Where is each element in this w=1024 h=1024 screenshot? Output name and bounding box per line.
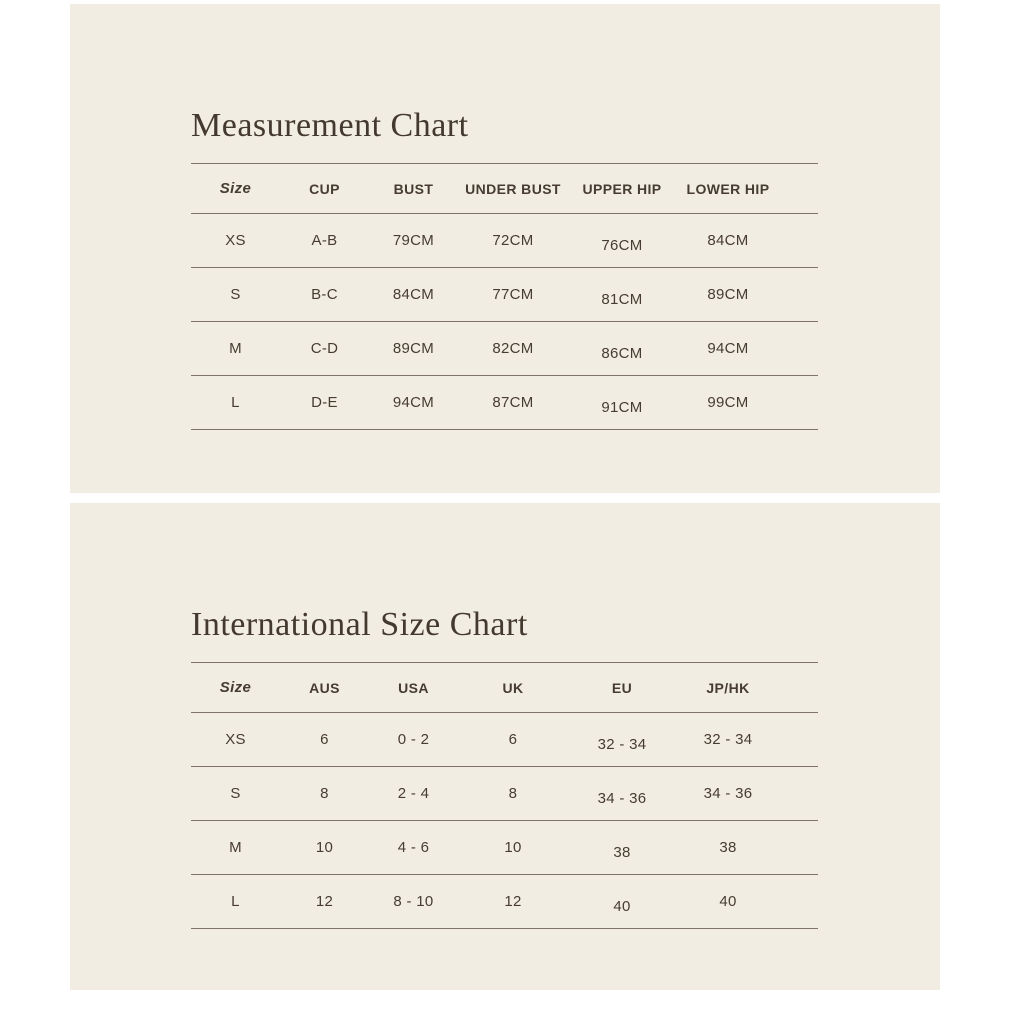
- column-header-size: Size: [191, 663, 280, 713]
- table-cell: 87CM: [458, 376, 568, 430]
- table-row: [191, 767, 818, 821]
- table-cell: M: [191, 322, 280, 376]
- column-header-cup: CUP: [280, 164, 369, 214]
- table-cell: 40: [568, 875, 676, 929]
- column-header-lower-hip: LOWER HIP: [676, 164, 818, 214]
- table-cell: 38: [568, 821, 676, 875]
- table-row: [191, 376, 818, 430]
- column-header-size: Size: [191, 164, 280, 214]
- table-cell: 12: [280, 875, 369, 929]
- column-header-usa: USA: [369, 663, 458, 713]
- table-row: [191, 821, 818, 875]
- table-cell: 91CM: [568, 376, 676, 430]
- table-cell: 82CM: [458, 322, 568, 376]
- table-cell: 81CM: [568, 268, 676, 322]
- table-cell: 94CM: [676, 322, 818, 376]
- table-cell: 84CM: [369, 268, 458, 322]
- table-row: [191, 713, 818, 767]
- international-size-chart-title: International Size Chart: [191, 606, 528, 643]
- table-cell: 76CM: [568, 214, 676, 268]
- table-cell: 8: [280, 767, 369, 821]
- measurement-chart-section: [70, 4, 940, 493]
- table-cell: 10: [458, 821, 568, 875]
- table-cell: 99CM: [676, 376, 818, 430]
- table-cell: 86CM: [568, 322, 676, 376]
- table-row: [191, 875, 818, 929]
- table-cell: 40: [676, 875, 818, 929]
- table-cell: A-B: [280, 214, 369, 268]
- table-cell: 77CM: [458, 268, 568, 322]
- table-cell: 38: [676, 821, 818, 875]
- table-cell: C-D: [280, 322, 369, 376]
- table-cell: 10: [280, 821, 369, 875]
- table-cell: 72CM: [458, 214, 568, 268]
- column-header-jp-hk: JP/HK: [676, 663, 818, 713]
- table-cell: S: [191, 767, 280, 821]
- column-header-under-bust: UNDER BUST: [458, 164, 568, 214]
- table-cell: 32 - 34: [676, 713, 818, 767]
- table-cell: 84CM: [676, 214, 818, 268]
- table-cell: 2 - 4: [369, 767, 458, 821]
- table-row: [191, 322, 818, 376]
- column-header-aus: AUS: [280, 663, 369, 713]
- international-size-chart-section: [70, 503, 940, 990]
- table-cell: 89CM: [369, 322, 458, 376]
- table-cell: 6: [280, 713, 369, 767]
- table-cell: 79CM: [369, 214, 458, 268]
- table-cell: L: [191, 376, 280, 430]
- table-cell: L: [191, 875, 280, 929]
- table-cell: 8: [458, 767, 568, 821]
- measurement-chart-title: Measurement Chart: [191, 107, 469, 144]
- international-size-chart-table: [191, 662, 818, 929]
- table-cell: XS: [191, 713, 280, 767]
- table-cell: 0 - 2: [369, 713, 458, 767]
- table-row: [191, 214, 818, 268]
- table-cell: M: [191, 821, 280, 875]
- table-cell: 8 - 10: [369, 875, 458, 929]
- table-cell: 6: [458, 713, 568, 767]
- table-cell: 4 - 6: [369, 821, 458, 875]
- table-row: [191, 268, 818, 322]
- table-cell: 12: [458, 875, 568, 929]
- table-header-row: [191, 164, 818, 214]
- table-cell: S: [191, 268, 280, 322]
- column-header-eu: EU: [568, 663, 676, 713]
- measurement-chart-table: [191, 163, 818, 430]
- table-header-row: [191, 663, 818, 713]
- table-cell: B-C: [280, 268, 369, 322]
- table-cell: D-E: [280, 376, 369, 430]
- column-header-upper-hip: UPPER HIP: [568, 164, 676, 214]
- column-header-uk: UK: [458, 663, 568, 713]
- table-cell: XS: [191, 214, 280, 268]
- table-cell: 34 - 36: [568, 767, 676, 821]
- table-cell: 32 - 34: [568, 713, 676, 767]
- table-cell: 34 - 36: [676, 767, 818, 821]
- table-cell: 89CM: [676, 268, 818, 322]
- table-cell: 94CM: [369, 376, 458, 430]
- column-header-bust: BUST: [369, 164, 458, 214]
